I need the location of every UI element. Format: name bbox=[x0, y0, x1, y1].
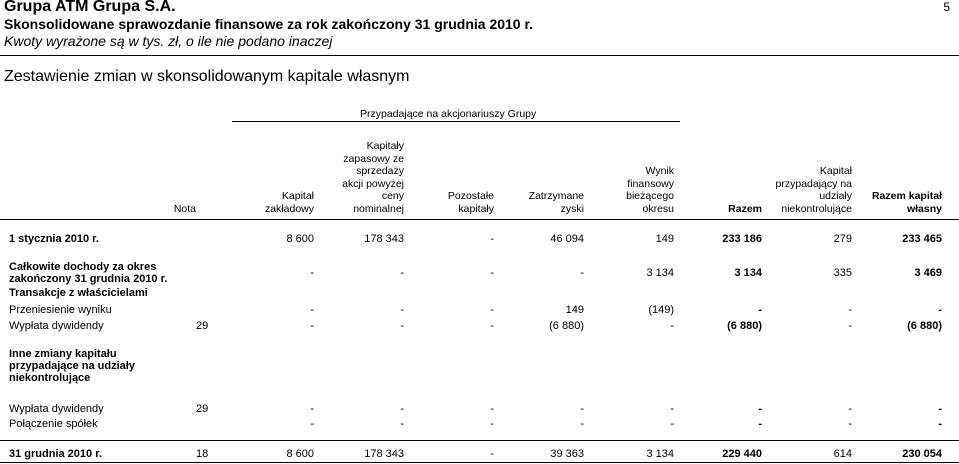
table-cell-col2: 178 343 bbox=[364, 233, 404, 245]
table-cell-col7: - bbox=[848, 418, 852, 430]
units-note: Kwoty wyrażone są w tys. zł, o ile nie podano inaczej bbox=[4, 33, 333, 49]
table-cell-col5: - bbox=[670, 418, 674, 430]
table-cell-col8: - bbox=[938, 304, 942, 316]
col-header-kapital-zakladowy: Kapitał zakładowy bbox=[264, 190, 314, 215]
table-cell-col6: 233 186 bbox=[722, 233, 762, 245]
group-header-underline bbox=[232, 121, 680, 122]
row-label: Transakcje z właścicielami bbox=[9, 287, 148, 299]
col-header-zatrzymane-zyski: Zatrzymane zyski bbox=[528, 190, 584, 215]
header-divider bbox=[0, 55, 959, 56]
table-cell-col8: - bbox=[938, 418, 942, 430]
total-bottom-rule bbox=[0, 462, 959, 463]
row-label: Wypłata dywidendy bbox=[9, 403, 104, 415]
table-cell-col4: - bbox=[580, 403, 584, 415]
col-header-wynik-finansowy: Wynik finansowy bieżącego okresu bbox=[626, 165, 674, 215]
page-number: 5 bbox=[943, 0, 950, 14]
table-cell-col6: 229 440 bbox=[722, 448, 762, 460]
table-cell-col4: 39 363 bbox=[550, 448, 584, 460]
table-cell-col3: - bbox=[490, 233, 494, 245]
table-cell-col8: 230 054 bbox=[902, 448, 942, 460]
table-cell-col7: 335 bbox=[833, 267, 852, 279]
table-cell-col8: (6 880) bbox=[907, 320, 942, 332]
row-label: Inne zmiany kapitału przypadające na udziały niekontrolujące bbox=[9, 348, 135, 384]
table-cell-col5: 3 134 bbox=[646, 448, 674, 460]
table-cell-col3: - bbox=[490, 418, 494, 430]
row-label: Przeniesienie wyniku bbox=[9, 304, 112, 316]
table-cell-col1: - bbox=[310, 403, 314, 415]
table-cell-col5: 3 134 bbox=[646, 267, 674, 279]
table-cell-col6: - bbox=[758, 418, 762, 430]
table-cell-col7: - bbox=[848, 304, 852, 316]
table-cell-col3: - bbox=[490, 320, 494, 332]
table-cell-col1: - bbox=[310, 320, 314, 332]
table-cell-col3: - bbox=[490, 267, 494, 279]
col-header-razem-kapital: Razem kapitał własny bbox=[871, 190, 942, 215]
table-cell-col0: 18 bbox=[196, 448, 209, 460]
table-cell-col6: 3 134 bbox=[734, 267, 762, 279]
table-cell-col4: 149 bbox=[565, 304, 584, 316]
row-label: Wypłata dywidendy bbox=[9, 320, 104, 332]
table-cell-col4: - bbox=[580, 267, 584, 279]
col-header-kapital-zapasowy: Kapitały zapasowy ze sprzedaży akcji powyżej ceny nominalnej bbox=[342, 140, 404, 215]
table-cell-col1: - bbox=[310, 418, 314, 430]
table-cell-col8: 3 469 bbox=[914, 267, 942, 279]
table-cell-col5: - bbox=[670, 320, 674, 332]
row-label: Połączenie spółek bbox=[9, 418, 98, 430]
table-cell-col4: 46 094 bbox=[550, 233, 584, 245]
table-cell-col2: - bbox=[400, 304, 404, 316]
col-header-pozostale-kapitaly: Pozostałe kapitały bbox=[447, 190, 494, 215]
statement-title: Zestawienie zmian w skonsolidowanym kapitale własnym bbox=[4, 68, 410, 85]
table-cell-col2: 178 343 bbox=[364, 448, 404, 460]
table-cell-col4: - bbox=[580, 418, 584, 430]
table-cell-col2: - bbox=[400, 418, 404, 430]
table-cell-col6: (6 880) bbox=[727, 320, 762, 332]
table-cell-col8: - bbox=[938, 403, 942, 415]
column-headers bbox=[150, 140, 957, 215]
table-cell-col1: 8 600 bbox=[286, 233, 314, 245]
table-cell-col1: - bbox=[310, 267, 314, 279]
table-cell-col3: - bbox=[490, 448, 494, 460]
col-header-razem: Razem bbox=[728, 202, 762, 215]
table-cell-col6: - bbox=[758, 403, 762, 415]
table-cell-col3: - bbox=[490, 304, 494, 316]
company-name: Grupa ATM Grupa S.A. bbox=[4, 0, 176, 15]
table-cell-col4: (6 880) bbox=[549, 320, 584, 332]
table-cell-col7: - bbox=[848, 320, 852, 332]
col-header-nota: Nota bbox=[173, 202, 196, 215]
col-header-udzialy-niekontrolujace: Kapitał przypadający na udziały niekontrolujące bbox=[775, 165, 852, 215]
row-label: Całkowite dochody za okres zakończony 31 grudnia 2010 r. bbox=[9, 261, 168, 285]
table-cell-col5: (149) bbox=[648, 304, 674, 316]
total-top-rule bbox=[0, 440, 959, 441]
report-title: Skonsolidowane sprawozdanie finansowe za rok zakończony 31 grudnia 2010 r. bbox=[4, 16, 534, 32]
table-cell-col0: 29 bbox=[196, 403, 209, 415]
table-cell-col8: 233 465 bbox=[902, 233, 942, 245]
table-cell-col7: 279 bbox=[833, 233, 852, 245]
table-cell-col3: - bbox=[490, 403, 494, 415]
table-cell-col1: 8 600 bbox=[286, 448, 314, 460]
table-cell-col2: - bbox=[400, 320, 404, 332]
table-cell-col1: - bbox=[310, 304, 314, 316]
table-cell-col5: 149 bbox=[655, 233, 674, 245]
table-cell-col7: 614 bbox=[833, 448, 852, 460]
table-cell-col0: 29 bbox=[196, 320, 209, 332]
table-cell-col6: - bbox=[758, 304, 762, 316]
table-cell-col2: - bbox=[400, 267, 404, 279]
header-bottom-rule bbox=[0, 219, 959, 220]
row-label: 1 stycznia 2010 r. bbox=[9, 233, 99, 245]
table-cell-col2: - bbox=[400, 403, 404, 415]
table-cell-col5: - bbox=[670, 403, 674, 415]
row-label: 31 grudnia 2010 r. bbox=[9, 448, 102, 460]
table-cell-col7: - bbox=[848, 403, 852, 415]
group-header: Przypadające na akcjonariuszy Grupy bbox=[360, 108, 537, 120]
